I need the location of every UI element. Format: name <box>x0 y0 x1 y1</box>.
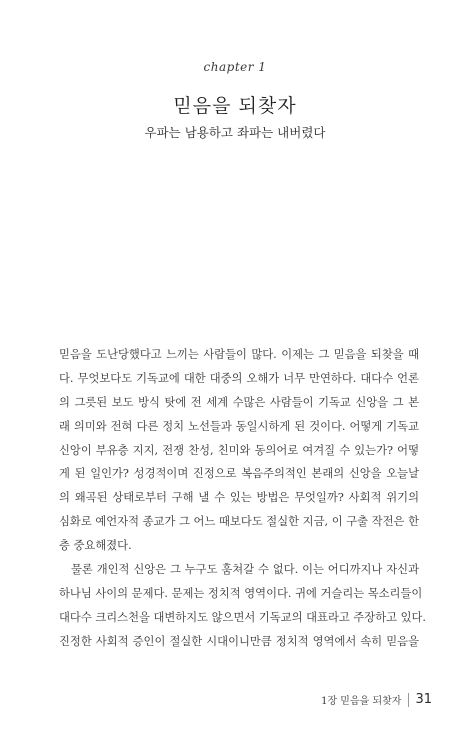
chapter-subtitle: 우파는 남용하고 좌파는 내버렸다 <box>144 125 326 140</box>
body-line: 대다수 크리스천을 대변하지도 않으면서 기독교의 대표라고 주장하고 있다. <box>59 610 427 624</box>
body-line: 신앙이 부유층 지지, 전쟁 찬성, 친미와 동의어로 여겨질 수 있는가? 어떻 <box>59 443 419 457</box>
body-line: 의 왜곡된 상태로부터 구해 낼 수 있는 방법은 무엇일까? 사회적 위기의 <box>59 491 419 505</box>
chapter-label: chapter 1 <box>203 60 267 74</box>
footer-divider <box>408 693 409 707</box>
body-line: 진정한 사회적 증인이 절실한 시대이니만큼 정치적 영역에서 속히 믿음을 <box>59 634 419 648</box>
body-line: 층 중요해졌다. <box>59 539 132 553</box>
body-line: 의 그릇된 보도 방식 탓에 전 세계 수많은 사람들이 기독교 신앙을 그 본 <box>59 395 419 409</box>
page-number: 31 <box>415 692 432 707</box>
body-line: 믿음을 도난당했다고 느끼는 사람들이 많다. 이제는 그 믿음을 되찾을 때 <box>59 348 419 361</box>
body-text <box>59 343 427 654</box>
body-line: 심화로 예언자적 종교가 그 어느 때보다도 절실한 지금, 이 구출 작전은 한 <box>59 515 419 529</box>
chapter-title: 믿음을 되찾자 <box>173 95 297 117</box>
page-footer <box>0 689 432 708</box>
body-line: 게 된 일인가? 성경적이며 진정으로 복음주의적인 본래의 신앙을 오늘날 <box>59 467 419 481</box>
body-line: 래 의미와 전혀 다른 정치 노선들과 동일시하게 된 것이다. 어떻게 기독교 <box>59 419 419 433</box>
body-line: 다. 무엇보다도 기독교에 대한 대중의 오해가 너무 만연하다. 대다수 언론 <box>59 371 419 385</box>
body-line: 물론 개인적 신앙은 그 누구도 훔쳐갈 수 없다. 이는 어디까지나 자신과 <box>71 563 419 577</box>
running-head: 1장 믿음을 되찾자 <box>321 696 402 707</box>
body-line: 하나님 사이의 문제다. 문제는 정치적 영역이다. 귀에 거슬리는 목소리들이 <box>59 586 423 600</box>
